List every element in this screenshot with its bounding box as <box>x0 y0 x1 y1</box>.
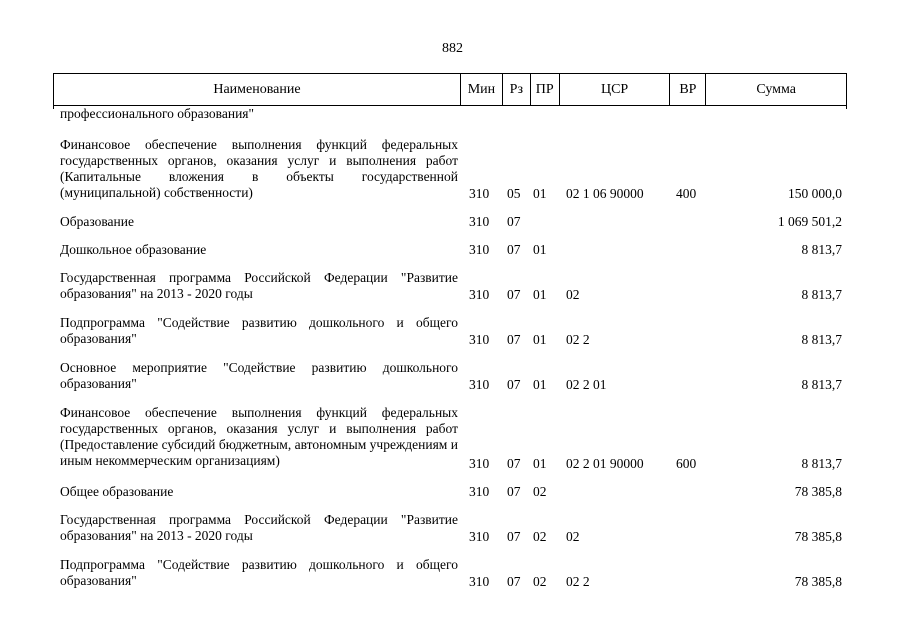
row-sum: 8 813,7 <box>801 377 842 392</box>
row-rz: 07 <box>507 484 521 499</box>
row-pr: 01 <box>533 287 547 302</box>
row-rz: 07 <box>507 456 521 471</box>
row-min: 310 <box>469 377 490 392</box>
row-min: 310 <box>469 574 490 589</box>
header-pr: ПР <box>531 74 560 105</box>
row-name: Основное мероприятие "Содействие развитию дошкольного образования" <box>60 360 458 391</box>
row-csr: 02 1 06 90000 <box>566 186 644 201</box>
row-csr: 02 2 01 90000 <box>566 456 644 471</box>
header-min: Мин <box>461 74 503 105</box>
row-rz: 07 <box>507 214 521 229</box>
row-vr: 400 <box>676 186 697 201</box>
row-rz: 07 <box>507 332 521 347</box>
row-sum: 78 385,8 <box>794 574 842 589</box>
table-header <box>53 73 847 106</box>
header-csr: ЦСР <box>560 74 671 105</box>
row-name: Государственная программа Российской Федерации "Развитие образования" на 2013 - 2020 годы <box>60 270 458 301</box>
row-min: 310 <box>469 456 490 471</box>
page-number: 882 <box>442 41 463 56</box>
row-pr: 01 <box>533 456 547 471</box>
header-name: Наименование <box>54 74 461 105</box>
row-name: Образование <box>60 214 134 229</box>
row-pr: 02 <box>533 529 547 544</box>
row-min: 310 <box>469 529 490 544</box>
row-csr: 02 2 01 <box>566 377 607 392</box>
row-sum: 1 069 501,2 <box>777 214 842 229</box>
continuation-text: профессионального образования" <box>60 106 255 121</box>
table-row <box>53 137 847 217</box>
row-rz: 07 <box>507 242 521 257</box>
row-rz: 07 <box>507 287 521 302</box>
row-min: 310 <box>469 484 490 499</box>
row-csr: 02 <box>566 529 580 544</box>
row-name: Государственная программа Российской Федерации "Развитие образования" на 2013 - 2020 годы <box>60 512 458 543</box>
row-min: 310 <box>469 214 490 229</box>
row-name: Общее образование <box>60 484 174 499</box>
row-sum: 8 813,7 <box>801 456 842 471</box>
row-sum: 8 813,7 <box>801 332 842 347</box>
row-min: 310 <box>469 287 490 302</box>
header-border-right-tail <box>846 105 847 109</box>
row-name: Финансовое обеспечение выполнения функций федеральных государственных органов, оказания услуг и выполнения работ (Капитальные вложения в объекты государственной (муниципальной) собственности) <box>60 137 458 200</box>
row-pr: 01 <box>533 242 547 257</box>
row-min: 310 <box>469 186 490 201</box>
header-vr: ВР <box>670 74 706 105</box>
row-pr: 01 <box>533 377 547 392</box>
row-rz: 07 <box>507 574 521 589</box>
row-sum: 8 813,7 <box>801 287 842 302</box>
row-pr: 01 <box>533 186 547 201</box>
row-csr: 02 2 <box>566 574 590 589</box>
row-vr: 600 <box>676 456 697 471</box>
row-rz: 07 <box>507 377 521 392</box>
row-pr: 02 <box>533 484 547 499</box>
row-min: 310 <box>469 242 490 257</box>
row-pr: 01 <box>533 332 547 347</box>
row-csr: 02 <box>566 287 580 302</box>
row-sum: 78 385,8 <box>794 484 842 499</box>
header-rz: Рз <box>503 74 531 105</box>
header-sum: Сумма <box>756 81 796 97</box>
row-name: Подпрограмма "Содействие развитию дошкольного и общего образования" <box>60 557 458 588</box>
row-min: 310 <box>469 332 490 347</box>
row-sum: 150 000,0 <box>788 186 842 201</box>
row-name: Подпрограмма "Содействие развитию дошкольного и общего образования" <box>60 315 458 346</box>
row-rz: 07 <box>507 529 521 544</box>
row-sum: 8 813,7 <box>801 242 842 257</box>
row-name: Дошкольное образование <box>60 242 207 257</box>
row-sum: 78 385,8 <box>794 529 842 544</box>
header-border-left-tail <box>53 105 54 109</box>
row-rz: 05 <box>507 186 521 201</box>
row-csr: 02 2 <box>566 332 590 347</box>
row-pr: 02 <box>533 574 547 589</box>
row-name: Финансовое обеспечение выполнения функций федеральных государственных органов, оказания услуг и выполнения работ (Предоставление субсидий бюджетным, автономным учреждениям и иным некоммерческим организациям) <box>60 405 458 468</box>
